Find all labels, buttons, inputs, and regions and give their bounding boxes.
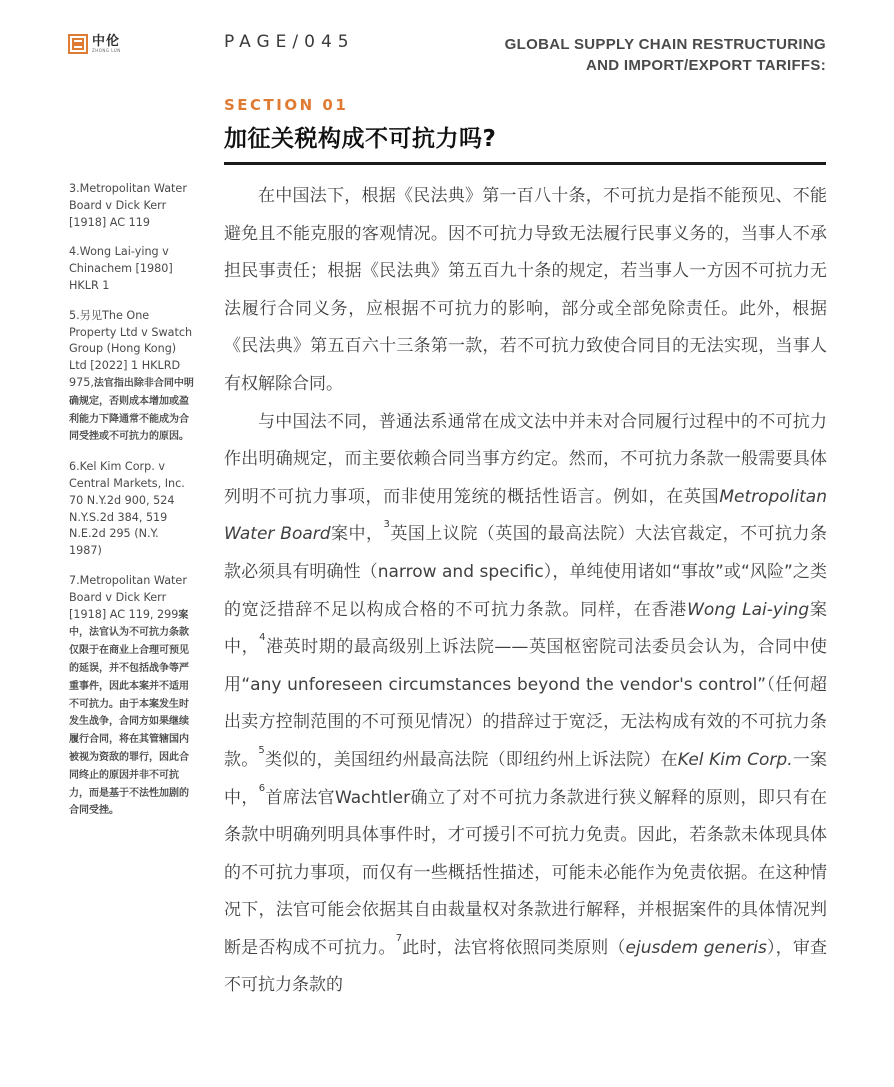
case-name-metropolitan: Metropolitan Water Board: [224, 486, 827, 545]
section-label: SECTION 01: [224, 96, 349, 114]
p2-text-f: 类似的，美国纽约州最高法院（即纽约州上诉法院）在: [264, 749, 678, 770]
footnote-3: 3.Metropolitan Water Board v Dick Kerr [1918] AC 119: [69, 182, 187, 229]
footnote-6: 6.Kel Kim Corp. v Central Markets, Inc. 70 N.Y.2d 900, 524 N.Y.S.2d 384, 519 N.E.2d 295 (N.Y. 1987): [69, 460, 185, 558]
footnote-5-citation: 5.另见The One Property Ltd v Swatch Group (Hong Kong) Ltd [2022] 1 HKLRD 975,: [69, 308, 193, 389]
p2-text-b: 案中，: [330, 524, 384, 545]
footnote-7-commentary: 案中，法官认为不可抗力条款仅限于在商业上合理可预见的延误，并不包括战争等严重事件，因此本案并不适用不可抗力。由于本案发生时发生战争，合同方如果继续履行合同，将在其管辖国内被视为资敌的罪行，因此合同终止的原因并非不可抗力，而是基于不法性加剧的合同受挫。: [69, 609, 189, 817]
title-divider: [224, 162, 826, 165]
footnote-5: [69, 308, 195, 446]
section-title: 加征关税构成不可抗力吗?: [224, 126, 497, 152]
footnote-ref-3[interactable]: 3: [383, 519, 390, 531]
footnote-4: 4.Wong Lai-ying v Chinachem [1980] HKLR 1: [69, 245, 173, 292]
p2-text-c: 英国上议院（英国的最高法院）大法官裁定，不可抗力条款必须具有明确性（narrow and specific），单纯使用诸如“事故”或“风险”之类的宽泛措辞不足以构成合格的不可抗力条款。同样，在香港: [224, 524, 828, 620]
p2-text-g: 一案中，: [224, 749, 828, 808]
p2-text-e: 港英时期的最高级别上诉法院——英国枢密院司法委员会认为，合同中使用“any unforeseen circumstances beyond the vendor's control”（任何超出卖方控制范围的不可预见情况）的措辞过于宽泛，无法构成有效的不可抗力条款。: [224, 637, 828, 770]
p2-text-d: 案中，: [224, 599, 828, 658]
latin-term: ejusdem generis: [625, 937, 767, 958]
running-title-line2: AND IMPORT/EXPORT TARIFFS:: [585, 57, 826, 74]
running-title-line1: GLOBAL SUPPLY CHAIN RESTRUCTURING: [504, 36, 826, 53]
footnote-7: [69, 573, 195, 820]
running-title: [505, 34, 826, 76]
case-name-wong-lai-ying: Wong Lai-ying: [687, 599, 810, 620]
footnote-5-commentary: 法官指出除非合同中明确规定，否则成本增加或盈利能力下降通常不能成为合同受挫或不可抗力的原因。: [69, 377, 194, 443]
paragraph-2: [224, 404, 827, 1006]
footnote-ref-6[interactable]: 6: [258, 782, 266, 794]
article-body: [224, 178, 827, 1005]
logo-english-name: ZHONG LUN: [92, 48, 121, 53]
paragraph-1: 在中国法下，根据《民法典》第一百八十条，不可抗力是指不能预见、不能避免且不能克服的客观情况。因不可抗力导致无法履行民事义务的，当事人不承担民事责任；根据《民法典》第五百九十条的规定，若当事人一方因不可抗力无法履行合同义务，应根据不可抗力的影响，部分或全部免除责任。此外，根据《民法典》第五百六十三条第一款，若不可抗力致使合同目的无法实现，当事人有权解除合同。: [224, 186, 827, 394]
p2-text-i: 此时，法官将依照同类原则（: [402, 937, 626, 958]
footnote-ref-7[interactable]: 7: [395, 932, 403, 944]
zhonglun-logo-icon: [68, 34, 88, 54]
footnote-ref-5[interactable]: 5: [258, 744, 265, 756]
footnote-ref-4[interactable]: 4: [259, 632, 266, 644]
p2-text-j: ），审查不可抗力条款的: [224, 937, 828, 996]
logo-chinese-name: 中伦: [92, 34, 121, 49]
footnotes-sidebar: [69, 181, 195, 833]
page-number: PAGE/045: [224, 32, 355, 52]
footnote-7-citation: 7.Metropolitan Water Board v Dick Kerr [1918] AC 119, 299: [69, 573, 187, 621]
case-name-kel-kim: Kel Kim Corp.: [677, 749, 793, 770]
p2-text-h: 首席法官Wachtler确立了对不可抗力条款进行狭义解释的原则，即只有在条款中明确列明具体事件时，才可援引不可抗力免责。因此，若条款未体现具体的不可抗力事项，而仅有一些概括性描述，可能未必能作为免责依据。在这种情况下，法官可能会依据其自由裁量权对条款进行解释，并根据案件的具体情况判断是否构成不可抗力。: [224, 787, 827, 958]
brand-logo: [68, 34, 121, 54]
p2-text-a: 与中国法不同，普通法系通常在成文法中并未对合同履行过程中的不可抗力作出明确规定，而主要依赖合同当事方约定。然而，不可抗力条款一般需要具体列明不可抗力事项，而非使用笼统的概括性语言。例如，在英国: [224, 411, 827, 507]
